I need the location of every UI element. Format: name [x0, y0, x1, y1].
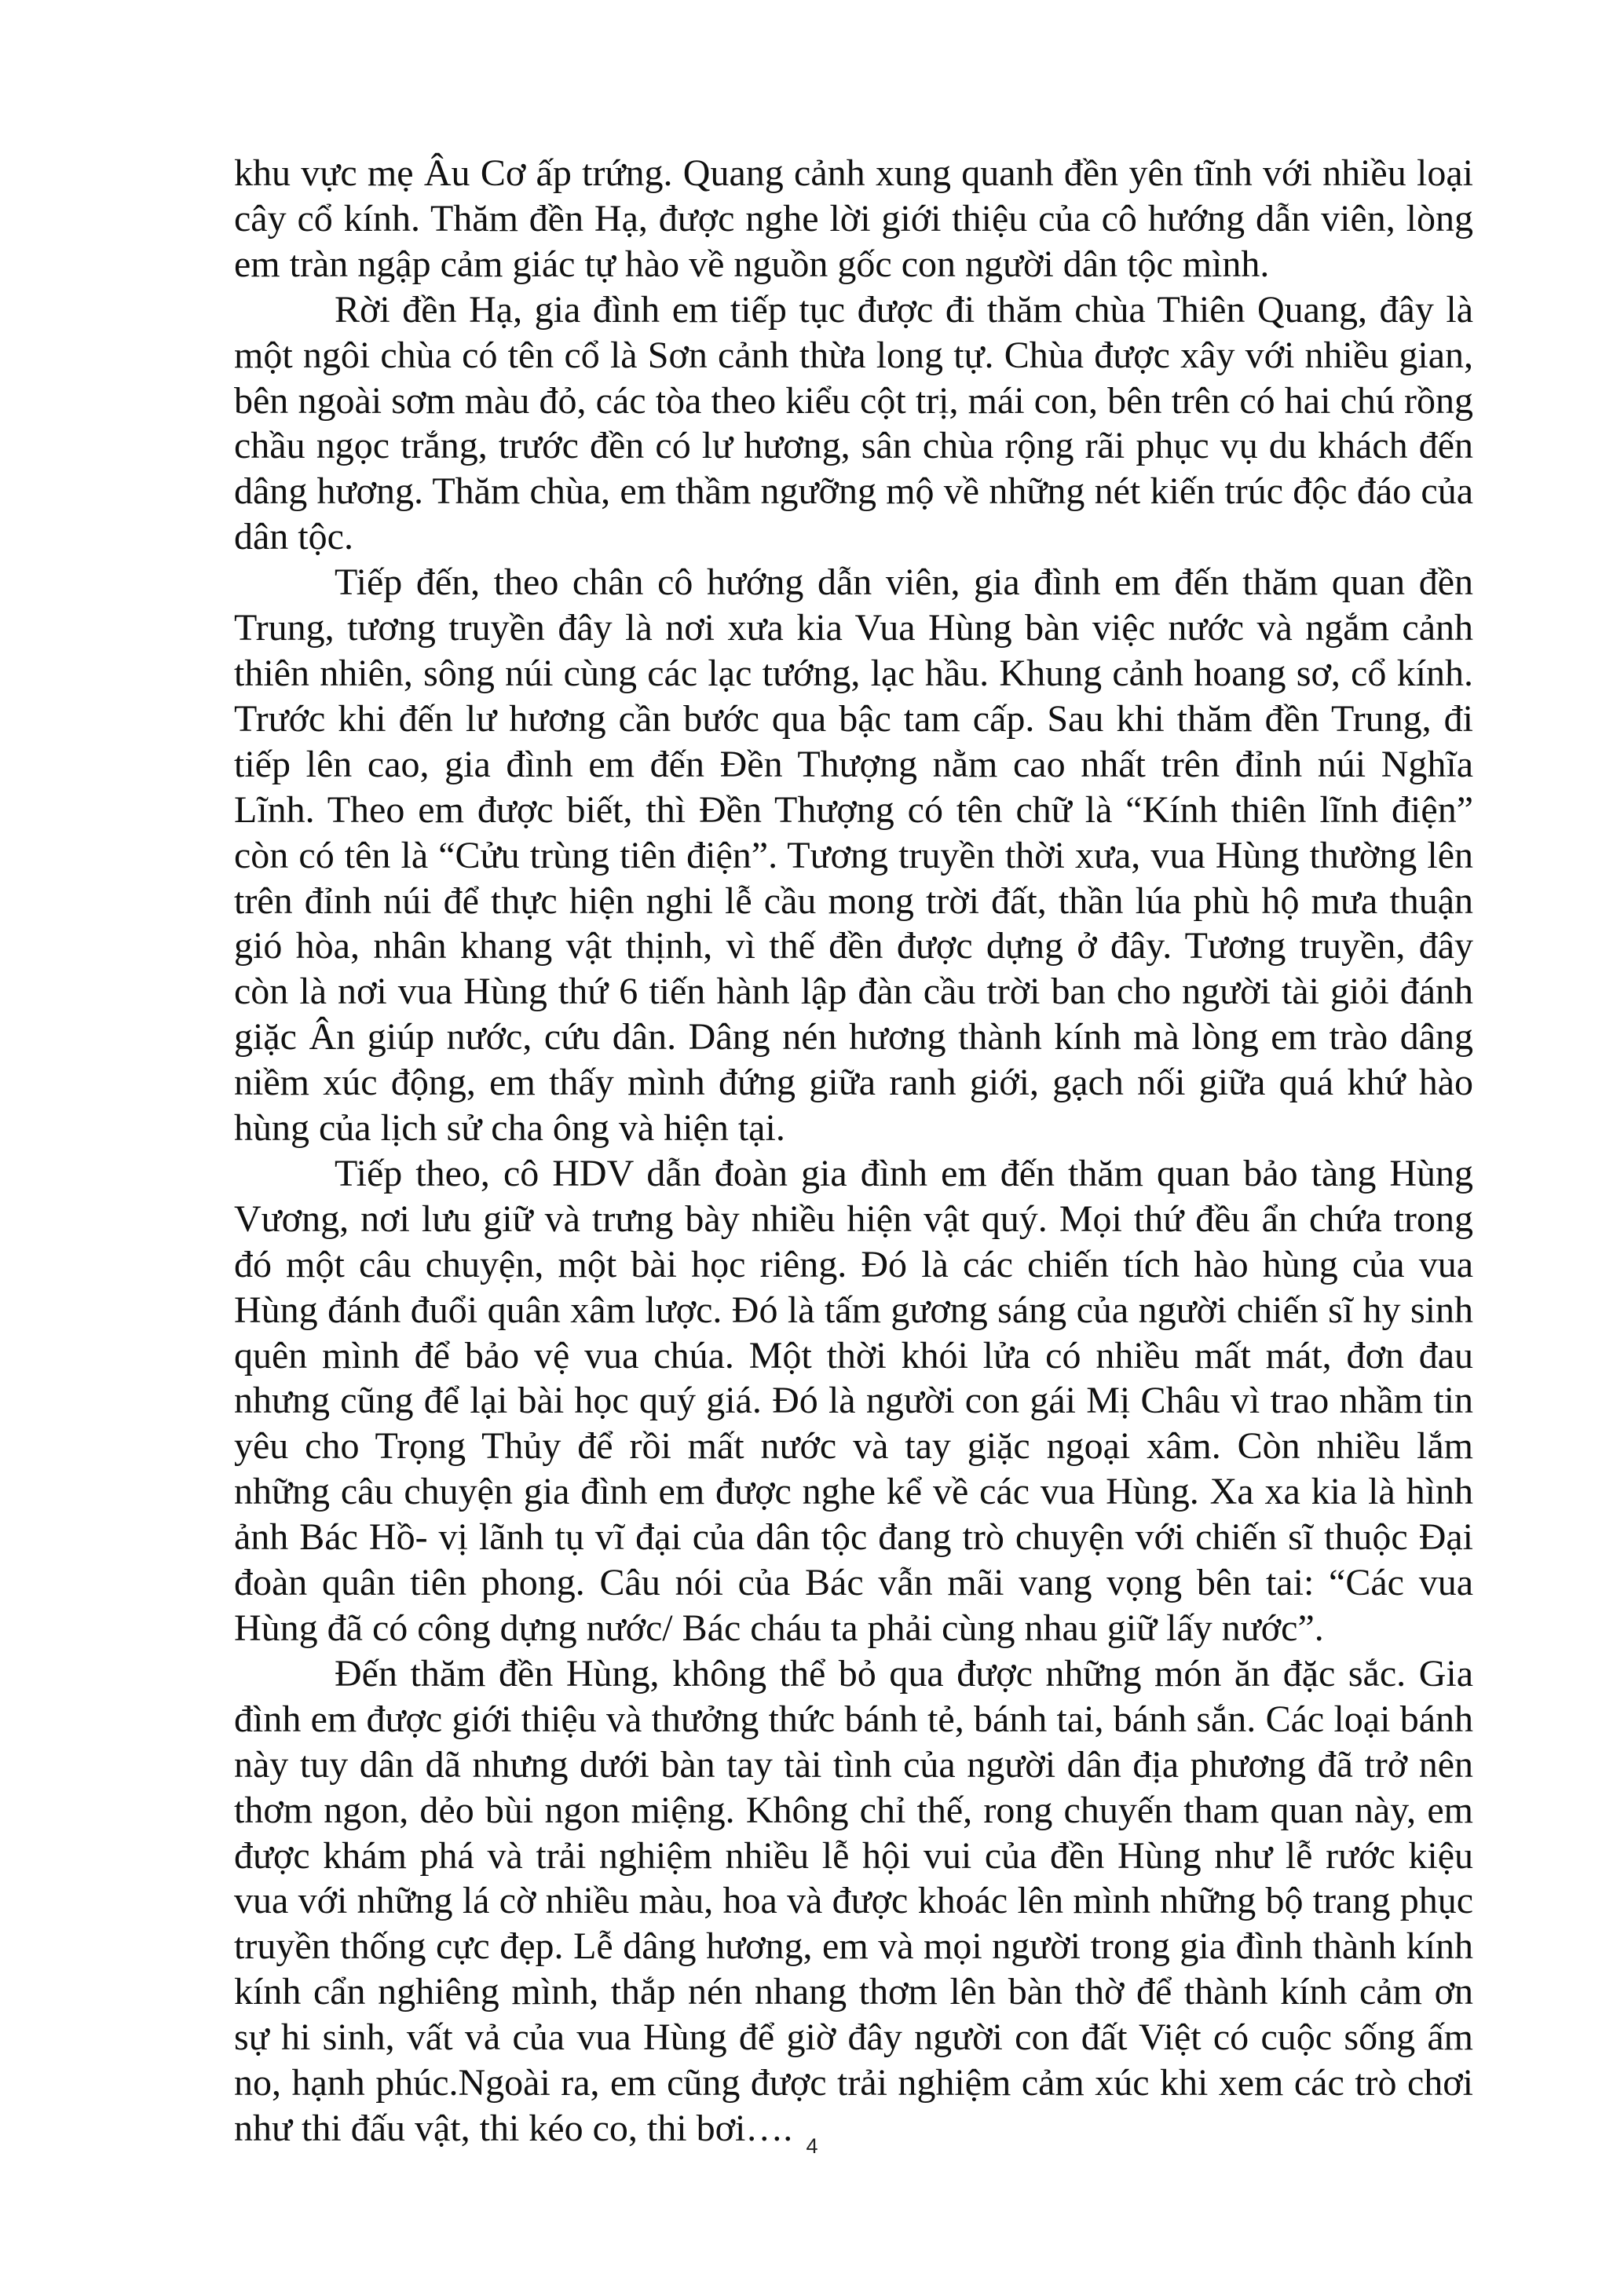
- paragraph-4: Tiếp theo, cô HDV dẫn đoàn gia đình em đến thăm quan bảo tàng Hùng Vương, nơi lưu giữ và trưng bày nhiều hiện vật quý. Mọi thứ đều ẩn chứa trong đó một câu chuyện, một bài học riêng. Đó là các chiến tích hào hùng của vua Hùng đánh đuổi quân xâm lược. Đó là tấm gương sáng của người chiến sĩ hy sinh quên mình để bảo vệ vua chúa. Một thời khói lửa có nhiều mất mát, đơn đau nhưng cũng để lại bài học quý giá. Đó là người con gái Mị Châu vì trao nhầm tin yêu cho Trọng Thủy để rồi mất nước và tay giặc ngoại xâm. Còn nhiều lắm những câu chuyện gia đình em được nghe kể về các vua Hùng. Xa xa kia là hình ảnh Bác Hồ- vị lãnh tụ vĩ đại của dân tộc đang trò chuyện với chiến sĩ thuộc Đại đoàn quân tiên phong. Câu nói của Bác vẫn mãi vang vọng bên tai: “Các vua Hùng đã có công dựng nước/ Bác cháu ta phải cùng nhau giữ lấy nước”.: [234, 1152, 1473, 1649]
- page-number: 4: [806, 2134, 818, 2158]
- paragraph-1: khu vực mẹ Âu Cơ ấp trứng. Quang cảnh xung quanh đền yên tĩnh với nhiều loại cây cổ kính. Thăm đền Hạ, được nghe lời giới thiệu của cô hướng dẫn viên, lòng em tràn ngập cảm giác tự hào về nguồn gốc con người dân tộc mình.: [234, 152, 1473, 285]
- paragraph-2: Rời đền Hạ, gia đình em tiếp tục được đi thăm chùa Thiên Quang, đây là một ngôi chùa có tên cổ là Sơn cảnh thừa long tự. Chùa được xây với nhiều gian, bên ngoài sơm màu đỏ, các tòa theo kiểu cột trị, mái con, bên trên có hai chú rồng chầu ngọc trắng, trước đền có lư hương, sân chùa rộng rãi phục vụ du khách đến dâng hương. Thăm chùa, em thầm ngưỡng mộ về những nét kiến trúc độc đáo của dân tộc.: [234, 288, 1473, 558]
- body-text: [234, 151, 1473, 2152]
- paragraph-3: Tiếp đến, theo chân cô hướng dẫn viên, gia đình em đến thăm quan đền Trung, tương truyền đây là nơi xưa kia Vua Hùng bàn việc nước và ngắm cảnh thiên nhiên, sông núi cùng các lạc tướng, lạc hầu. Khung cảnh hoang sơ, cổ kính. Trước khi đến lư hương cần bước qua bậc tam cấp. Sau khi thăm đền Trung, đi tiếp lên cao, gia đình em đến Đền Thượng nằm cao nhất trên đỉnh núi Nghĩa Lĩnh. Theo em được biết, thì Đền Thượng có tên chữ là “Kính thiên lĩnh điện” còn có tên là “Cửu trùng tiên điện”. Tương truyền thời xưa, vua Hùng thường lên trên đỉnh núi để thực hiện nghi lễ cầu mong trời đất, thần lúa phù hộ mưa thuận gió hòa, nhân khang vật thịnh, vì thế đền được dựng ở đây. Tương truyền, đây còn là nơi vua Hùng thứ 6 tiến hành lập đàn cầu trời ban cho người tài giỏi đánh giặc Ân giúp nước, cứu dân. Dâng nén hương thành kính mà lòng em trào dâng niềm xúc động, em thấy mình đứng giữa ranh giới, gạch nối giữa quá khứ hào hùng của lịch sử cha ông và hiện tại.: [234, 561, 1473, 1150]
- paragraph-5: Đến thăm đền Hùng, không thể bỏ qua được những món ăn đặc sắc. Gia đình em được giới thiệu và thưởng thức bánh tẻ, bánh tai, bánh sắn. Các loại bánh này tuy dân dã nhưng dưới bàn tay tài tình của người dân địa phương đã trở nên thơm ngon, dẻo bùi ngon miệng. Không chỉ thế, rong chuyến tham quan này, em được khám phá và trải nghiệm nhiều lễ hội vui của đền Hùng như lễ rước kiệu vua với những lá cờ nhiều màu, hoa và được khoác lên mình những bộ trang phục truyền thống cực đẹp. Lễ dâng hương, em và mọi người trong gia đình thành kính kính cẩn nghiêng mình, thắp nén nhang thơm lên bàn thờ để thành kính cảm ơn sự hi sinh, vất vả của vua Hùng để giờ đây người con đất Việt có cuộc sống ấm no, hạnh phúc.Ngoài ra, em cũng được trải nghiệm cảm xúc khi xem các trò chơi như thi đấu vật, thi kéo co, thi bơi….: [234, 1652, 1473, 2149]
